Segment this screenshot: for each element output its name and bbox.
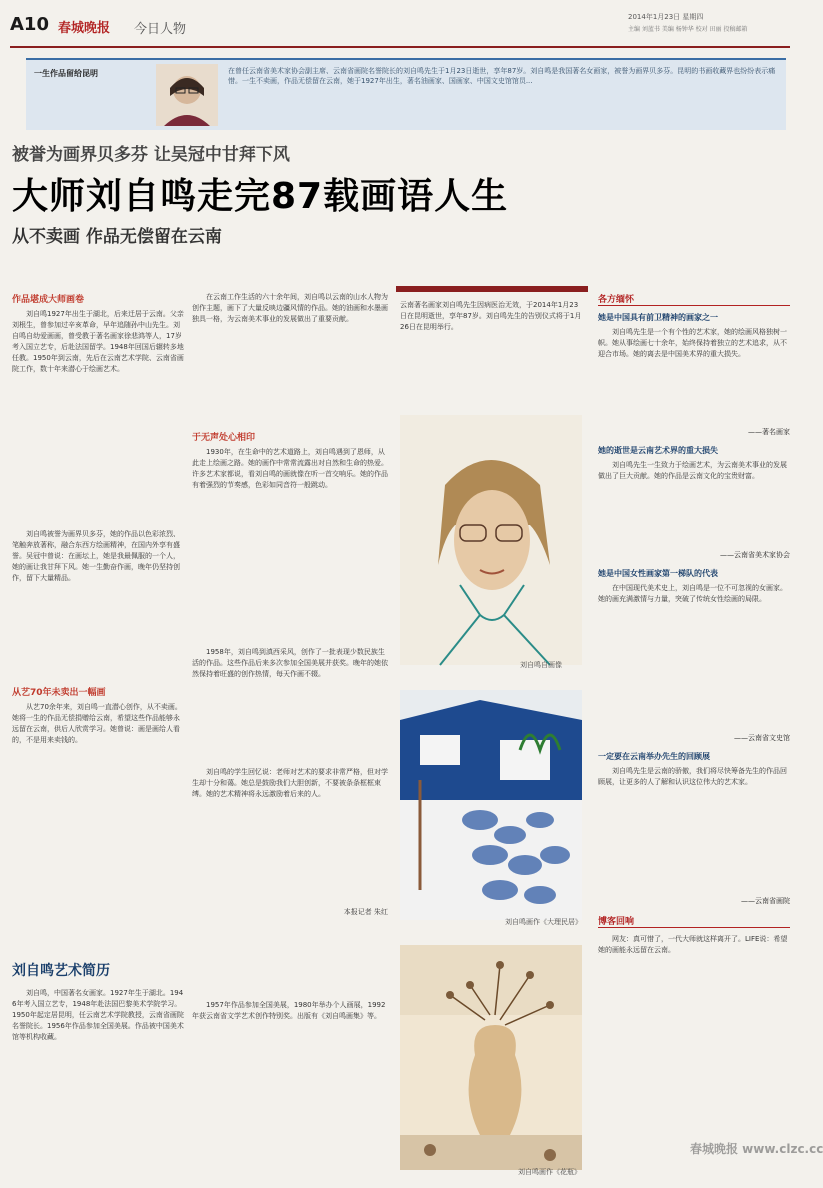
death-notice: 云南著名画家刘自鸣先生因病医治无效，于2014年1月23日在昆明逝世，享年87岁。刘自鸣先生的告别仪式将于1月26日在昆明举行。 (400, 301, 582, 331)
page-number: A10 (10, 14, 49, 35)
watermark: 春城晚报 www.clzc.cc (690, 1142, 823, 1156)
col2-paragraph-1: 在云南工作生活的六十余年间，刘自鸣以云南的山水人物为创作主题，画下了大量反映边疆风情的作品。她的油画和水墨画独具一格，为云南美术事业的发展做出了重要贡献。 (192, 293, 388, 323)
portrait-thumbnail (156, 64, 218, 126)
byline: 本报记者 朱红 (343, 908, 388, 916)
col2-paragraph-2: 1930年，在生命中的艺术道路上，刘自鸣遇到了恩师，从此走上绘画之路。她的画作中常常流露出对自然和生命的热爱。许多艺术家都说，看刘自鸣的画就像在听一首交响乐。她的作品有着强烈的节奏感，色彩如同音符一般跳动。 (192, 448, 388, 489)
subhead-1: 作品堪成大师画卷 (12, 295, 85, 305)
tribute-2-source: ——云南省美术家协会 (720, 551, 790, 559)
tribute-1-source: ——著名画家 (748, 428, 790, 436)
page-header (10, 8, 790, 44)
tributes-header: 各方缅怀 (598, 292, 790, 306)
column-4 (598, 292, 790, 1044)
caption-3: 刘自鸣画作《花瓶》 (518, 1168, 581, 1176)
summary-box (26, 58, 786, 130)
tribute-1-title: 她是中国具有前卫精神的画家之一 (598, 313, 718, 322)
col1-paragraph-3: 从艺70余年来，刘自鸣一直潜心创作，从不卖画。她将一生的作品无偿捐赠给云南，希望这些作品能够永远留在云南，供后人欣赏学习。她曾说：画是画给人看的，不是用来卖钱的。 (12, 703, 182, 744)
headline-main: 大师刘自鸣走完87载画语人生 (12, 176, 509, 217)
summary-label: 一生作品留给昆明 (34, 69, 98, 78)
headline-kicker: 被誉为画界贝多芬 让吴冠中甘拜下风 (12, 145, 290, 165)
column-2 (192, 292, 388, 917)
header-rule (10, 46, 790, 48)
tribute-4-title: 一定要在云南举办先生的回顾展 (598, 752, 710, 761)
subhead-3: 于无声处心相印 (192, 433, 256, 443)
tribute-3-text: 在中国现代美术史上，刘自鸣是一位不可忽视的女画家。她的画充满激情与力量，突破了传统女性绘画的局限。 (598, 584, 787, 603)
caption-2: 刘自鸣画作《大理民居》 (505, 918, 582, 926)
tribute-3-title: 她是中国女性画家第一梯队的代表 (598, 569, 718, 578)
tribute-2-title: 她的逝世是云南艺术界的重大损失 (598, 446, 718, 455)
summary-text: 在曾任云南省美术家协会副主席、云南省画院名誉院长的刘自鸣先生于1月23日逝世，享年87岁。刘自鸣是我国著名女画家，被誉为画界贝多芬。昆明的书画收藏界也纷纷表示痛惜。一生不卖画，作品无偿留在云南，她于1927年出生，著名油画家、国画家、中国文史馆馆员... (228, 67, 776, 85)
tribute-2-text: 刘自鸣先生一生致力于绘画艺术，为云南美术事业的发展做出了巨大贡献。她的作品是云南文化的宝贵财富。 (598, 461, 787, 480)
vase-painting-drawing (400, 945, 582, 1170)
section-title: 今日人物 (134, 22, 187, 37)
self-portrait-drawing (400, 415, 582, 665)
col2-paragraph-3: 1958年，刘自鸣到滇西采风，创作了一批表现少数民族生活的作品。这些作品后来多次参加全国美展并获奖。晚年的她依然保持着旺盛的创作热情，每天作画不辍。 (192, 648, 388, 678)
bio-title: 刘自鸣艺术简历 (12, 963, 110, 979)
dali-painting-image (400, 690, 582, 920)
tribute-3-source: ——云南省文史馆 (734, 734, 790, 742)
tribute-4-source: ——云南省画院 (741, 897, 790, 905)
caption-1: 刘自鸣自画像 (520, 661, 562, 669)
tribute-1-text: 刘自鸣先生是一个有个性的艺术家，她的绘画风格独树一帜。她从事绘画七十余年，始终保持着独立的艺术追求，从不迎合市场。她的离去是中国美术界的重大损失。 (598, 328, 787, 358)
col1-paragraph-1: 刘自鸣1927年出生于湖北，后来迁居于云南。父亲刘根生，曾参加过辛亥革命，早年追随孙中山先生。刘自鸣自幼爱画画，曾受教于著名画家徐悲鸿等人，17岁考入国立艺专，后赴法国留学。1948年回国后辗转多地任教。1950年到云南，先后在云南艺术学院、云南省画院工作，数十年来潜心于绘画艺术。 (12, 310, 184, 373)
portrait-drawing (156, 64, 218, 126)
dali-painting-drawing (400, 690, 582, 920)
subhead-2: 从艺70年未卖出一幅画 (12, 688, 106, 698)
quote-rule (396, 286, 588, 292)
bio-text: 刘自鸣，中国著名女画家。1927年生于湖北。1946年考入国立艺专，1948年赴法国巴黎美术学院学习。1950年起定居昆明，任云南艺术学院教授，云南省画院名誉院长。1956年作品参加全国美展。作品被中国美术馆等机构收藏。 (12, 989, 184, 1041)
col2-bio-continued: 1957年作品参加全国美展，1980年举办个人画展，1992年获云南省文学艺术创作特别奖。出版有《刘自鸣画集》等。 (192, 1001, 386, 1020)
date-line: 2014年1月23日 星期四 (628, 13, 704, 21)
col2-paragraph-4: 刘自鸣的学生回忆说：老师对艺术的要求非常严格，但对学生却十分和蔼。她总是鼓励我们大胆创新，不要被条条框框束缚。她的艺术精神将永远激励着后来的人。 (192, 768, 388, 798)
blog-text: 网友：真可惜了，一代大师就这样离开了。LIFE说：希望她的画能永远留在云南。 (598, 935, 788, 954)
vase-painting-image (400, 945, 582, 1170)
self-portrait-image (400, 415, 582, 665)
tribute-4-text: 刘自鸣先生是云南的骄傲，我们将尽快筹备先生的作品回顾展，让更多的人了解和认识这位伟大的艺术家。 (598, 767, 787, 786)
blog-header: 博客回响 (598, 914, 790, 928)
editor-line: 主编 刘蓝书 美编 杨钟华 校对 田丽 投稿邮箱 (628, 26, 748, 33)
paper-name: 春城晚报 (58, 21, 111, 36)
bio-box (12, 960, 184, 1188)
headline-deck: 从不卖画 作品无偿留在云南 (12, 227, 222, 247)
column-1 (12, 292, 184, 802)
col1-paragraph-2: 刘自鸣被誉为画界贝多芬，她的作品以色彩浓烈、笔触奔放著称，融合东西方绘画精神，在国内外享有盛誉。吴冠中曾说：在画坛上，她是我最佩服的一个人，她的画让我甘拜下风。她一生勤奋作画，晚年仍坚持创作，留下大量精品。 (12, 530, 180, 582)
